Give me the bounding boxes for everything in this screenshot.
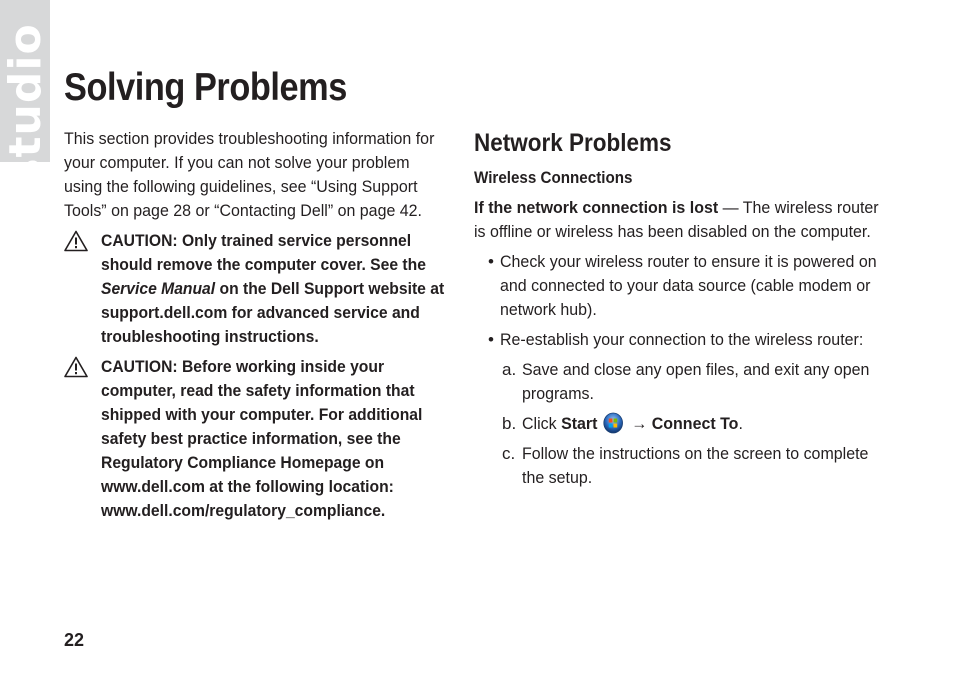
- caution-cover-text: [101, 229, 448, 349]
- network-section-title: Network Problems: [474, 129, 672, 157]
- bullet-marker: •: [488, 252, 494, 271]
- bullet-text: Check your wireless router to ensure it is powered on and connected to your data source (cable modem or network hub).: [500, 252, 877, 319]
- step-text: Save and close any open files, and exit any open programs.: [522, 360, 870, 403]
- arrow: →: [631, 414, 648, 433]
- lost-connection-paragraph: [474, 196, 892, 244]
- lost-connection-rest: — The wireless router is offline or wireless has been disabled on the computer.: [474, 198, 879, 241]
- bullet-marker: •: [488, 330, 494, 349]
- caution-safety-text: CAUTION: Before working inside your computer, read the safety information that shipped with your computer. For additional safety best practice information, see the Regulatory Compliance Homepage on www.dell.com at the following location: www.dell.com/regulatory_compliance.: [101, 358, 423, 520]
- step-text: [522, 412, 893, 436]
- brand-side-tab: [0, 0, 51, 185]
- caution-safety: [64, 355, 449, 523]
- step-a: [474, 358, 894, 406]
- windows-start-orb-icon: [603, 412, 624, 434]
- bullet-text: Re-establish your connection to the wireless router:: [500, 330, 864, 349]
- warning-triangle-icon: [64, 356, 88, 378]
- step-c: [474, 442, 894, 490]
- step-b: [474, 412, 894, 436]
- step-marker: a.: [502, 360, 517, 379]
- step-b-end: .: [738, 414, 743, 433]
- list-item: [474, 250, 894, 322]
- right-column: [474, 126, 894, 490]
- caution-cover-part-2: on the Dell Support website at support.dell.com for advanced service and troubleshooting instructions.: [101, 280, 445, 346]
- connect-to-label: Connect To: [651, 414, 739, 433]
- bullet-list: [474, 250, 894, 352]
- page-number: 22: [64, 630, 85, 650]
- warning-triangle-icon: [64, 230, 88, 252]
- caution-cover: [64, 229, 449, 349]
- caution-cover-part-1: CAUTION: Only trained service personnel should remove the computer cover. See the: [101, 232, 426, 274]
- wireless-subheading: Wireless Connections: [474, 169, 633, 187]
- step-text: Follow the instructions on the screen to complete the setup.: [522, 444, 869, 487]
- studio-logo: studio: [0, 23, 51, 185]
- start-label: Start: [561, 414, 598, 433]
- steps-list: [474, 358, 894, 490]
- list-item: [474, 328, 894, 352]
- left-column: [64, 127, 449, 523]
- step-marker: c.: [502, 444, 516, 463]
- page-title: Solving Problems: [64, 66, 347, 109]
- service-manual-title: Service Manual: [101, 280, 216, 298]
- step-b-click: Click: [522, 414, 562, 433]
- intro-paragraph: This section provides troubleshooting information for your computer. If you can not solve your problem using the following guidelines, see “Using Support Tools” on page 28 or “Contacting Dell” on page 42.: [64, 129, 435, 220]
- lost-connection-lead: If the network connection is lost: [474, 198, 719, 217]
- step-marker: b.: [502, 414, 517, 433]
